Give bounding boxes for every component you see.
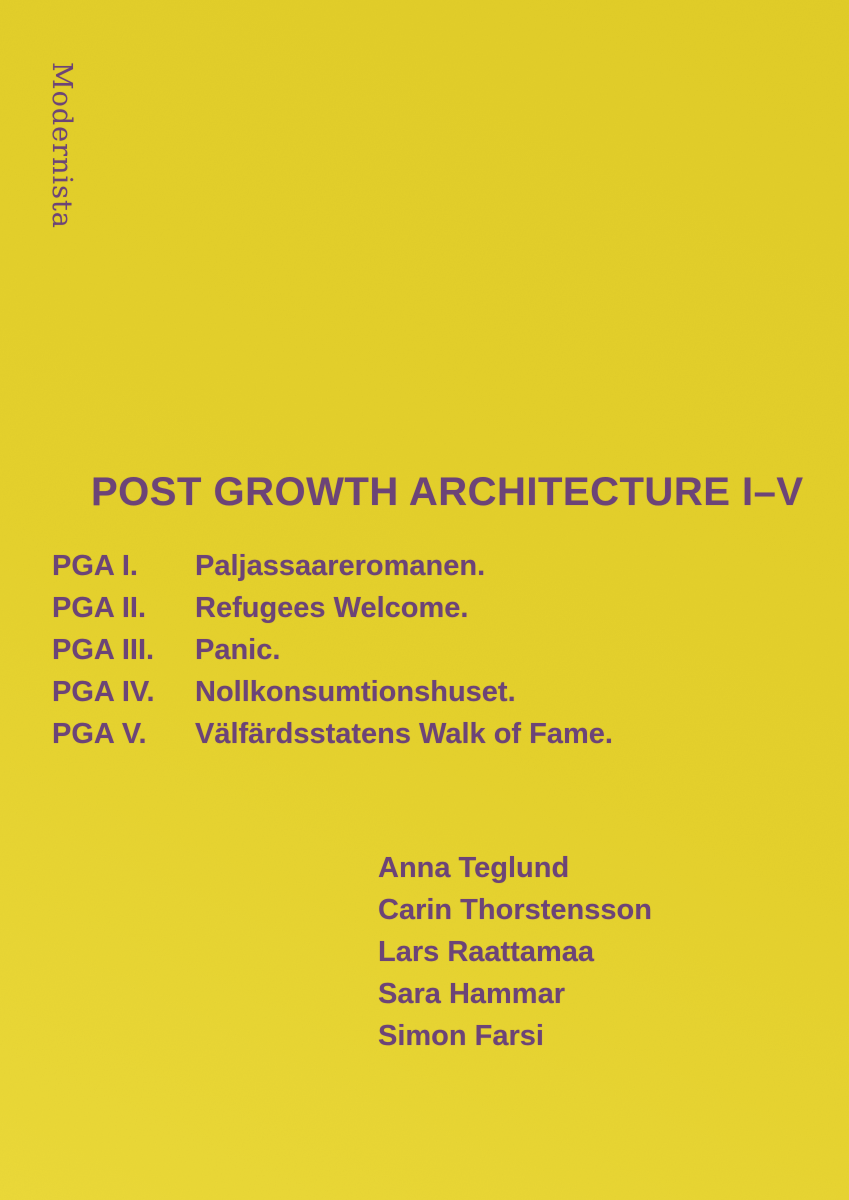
author-name: Lars Raattamaa xyxy=(378,936,594,968)
author-name: Simon Farsi xyxy=(378,1020,544,1052)
work-label: PGA I. xyxy=(52,550,138,582)
work-label: PGA V. xyxy=(52,718,147,750)
work-label: PGA II. xyxy=(52,592,146,624)
work-row xyxy=(52,671,613,713)
work-title: Panic. xyxy=(195,634,281,666)
work-title: Nollkonsumtionshuset. xyxy=(195,676,516,708)
work-row xyxy=(52,629,613,671)
work-label: PGA IV. xyxy=(52,676,155,708)
author-name: Sara Hammar xyxy=(378,978,565,1010)
work-row xyxy=(52,545,613,587)
work-title: Paljassaareromanen. xyxy=(195,550,486,582)
work-title: Välfärdsstatens Walk of Fame. xyxy=(195,718,613,750)
author-name: Carin Thorstensson xyxy=(378,894,652,926)
book-title: POST GROWTH ARCHITECTURE I–V xyxy=(91,470,804,514)
authors-list xyxy=(378,847,652,1057)
work-row xyxy=(52,587,613,629)
publisher-logo: Modernista xyxy=(46,62,77,229)
author-name: Anna Teglund xyxy=(378,852,570,884)
works-list xyxy=(52,545,613,755)
work-label: PGA III. xyxy=(52,634,155,666)
work-title: Refugees Welcome. xyxy=(195,592,469,624)
work-row xyxy=(52,713,613,755)
